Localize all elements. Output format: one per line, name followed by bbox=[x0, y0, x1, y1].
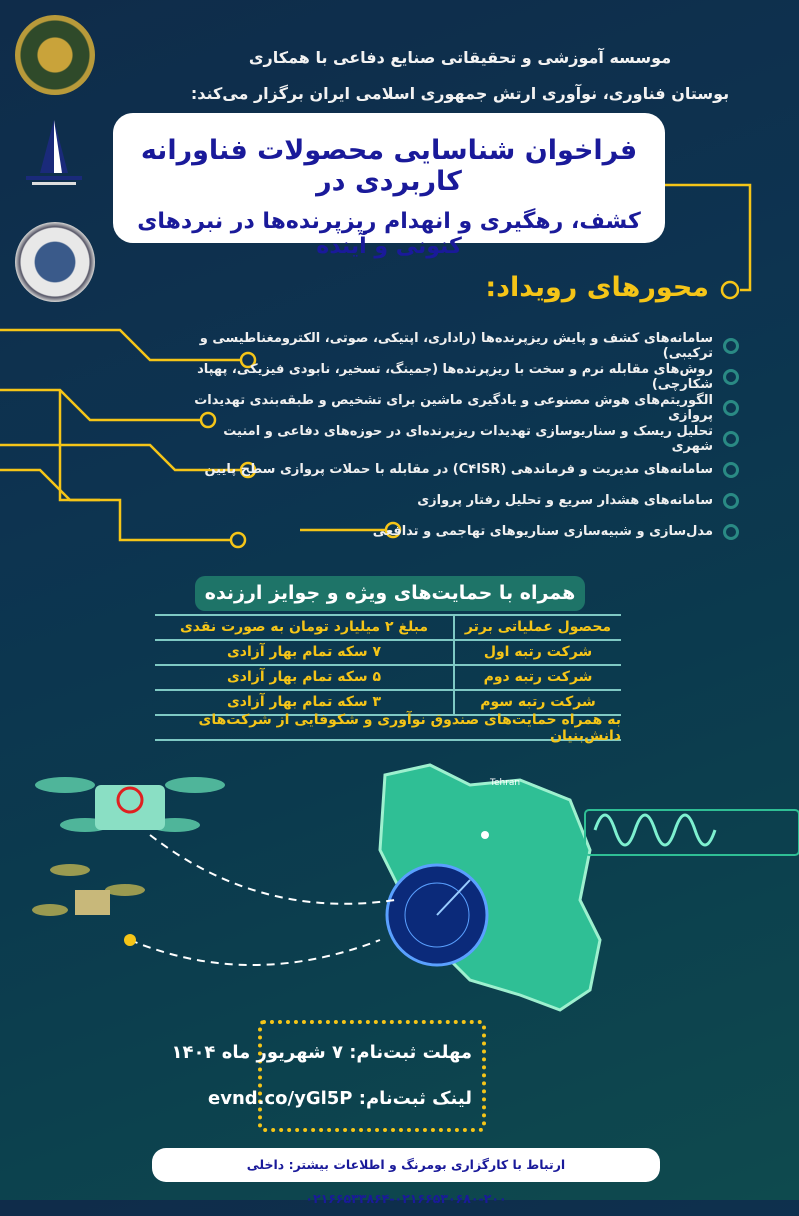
wave-icon bbox=[595, 815, 715, 845]
prize-cell: ۵ سکه تمام بهار آزادی bbox=[155, 666, 455, 689]
header-line-2: بوستان فناوری، نوآوری ارتش جمهوری اسلامی ایران برگزار می‌کند: bbox=[190, 84, 730, 103]
list-item bbox=[179, 392, 739, 423]
item-text: مدل‌سازی و شبیه‌سازی سناریوهای تهاجمی و تدافعی bbox=[372, 524, 713, 539]
bullet-icon bbox=[723, 431, 739, 447]
bullet-icon bbox=[723, 462, 739, 478]
item-text: سامانه‌های هشدار سریع و تحلیل رفتار پروازی bbox=[417, 493, 713, 508]
bullet-icon bbox=[723, 338, 739, 354]
item-text: سامانه‌های مدیریت و فرماندهی (C۴ISR) در مقابله با حملات پروازی سطح پایین bbox=[204, 462, 713, 477]
deadline-value: ۷ شهریور ماه ۱۴۰۴ bbox=[171, 1042, 343, 1063]
small-drone-icon bbox=[32, 864, 145, 916]
registration-box bbox=[171, 1020, 486, 1132]
registration-link[interactable]: evnd.co/yGl5P bbox=[208, 1088, 353, 1109]
drone-icon bbox=[35, 777, 225, 832]
table-row bbox=[155, 616, 621, 641]
bullet-icon bbox=[723, 493, 739, 509]
table-footer-row bbox=[155, 711, 621, 744]
list-item bbox=[179, 361, 739, 392]
prizes-title: همراه با حمایت‌های ویژه و جوایز ارزنده bbox=[195, 576, 585, 611]
list-item bbox=[179, 485, 739, 516]
bullet-icon bbox=[723, 369, 739, 385]
item-text: سامانه‌های کشف و پایش ریزپرنده‌ها (راداری، اپتیکی، صوتی، الکترومغناطیسی و ترکیبی) bbox=[199, 330, 713, 361]
deadline-label: مهلت ثبت‌نام: bbox=[349, 1042, 472, 1063]
item-text: الگوریتم‌های هوش مصنوعی و یادگیری ماشین برای تشخیص و طبقه‌بندی تهدیدات پروازی bbox=[194, 392, 713, 423]
link-label: لینک ثبت‌نام: bbox=[358, 1088, 472, 1109]
list-item bbox=[179, 516, 739, 547]
list-item bbox=[179, 423, 739, 454]
rank-cell: شرکت رتبه اول bbox=[483, 644, 593, 660]
prize-cell: ۷ سکه تمام بهار آزادی bbox=[155, 641, 455, 664]
title-line-2: کشف، رهگیری و انهدام ریزپرنده‌ها در نبردهای کنونی و آینده bbox=[137, 209, 641, 259]
prizes-table bbox=[155, 614, 621, 744]
footer-text: به همراه حمایت‌های صندوق نوآوری و شکوفایی از شرکت‌های دانش‌بنیان bbox=[198, 711, 621, 744]
bullet-icon bbox=[723, 400, 739, 416]
rank-cell: شرکت رتبه سوم bbox=[480, 694, 596, 710]
table-row bbox=[155, 641, 621, 666]
deadline-row bbox=[171, 1036, 472, 1082]
prize-cell: مبلغ ۲ میلیارد تومان به صورت نقدی bbox=[155, 616, 455, 639]
item-text: تحلیل ریسک و سناریوسازی تهدیدات ریزپرنده‌ای در حوزه‌های دفاعی و امنیت شهری bbox=[223, 423, 713, 454]
rank-cell: شرکت رتبه دوم bbox=[483, 669, 593, 685]
title-line-1: فراخوان شناسایی محصولات فناورانه کاربردی در bbox=[140, 135, 638, 197]
tehran-label: Tehran bbox=[490, 778, 521, 788]
rank-cell: محصول عملیاتی برتر bbox=[464, 619, 612, 635]
contact-bar: ارتباط با کارگزاری بومرنگ و اطلاعات بیشتر: داخلی ۲۰۰-۰۲۱۶۶۵۳۰۶۸۰-۰۲۱۶۶۵۳۳۸۶۴ bbox=[152, 1148, 660, 1182]
axes-list bbox=[179, 330, 739, 547]
item-text: روش‌های مقابله نرم و سخت با ریزپرنده‌ها (جمینگ، تسخیر، نابودی فیزیکی، پهپاد شکارچی) bbox=[197, 361, 713, 392]
list-item bbox=[179, 454, 739, 485]
header-line-1: موسسه آموزشی و تحقیقاتی صنایع دفاعی با همکاری bbox=[248, 48, 672, 67]
list-item bbox=[179, 330, 739, 361]
link-row bbox=[208, 1082, 472, 1128]
table-row bbox=[155, 666, 621, 691]
axes-heading: محورهای رویداد: bbox=[485, 272, 709, 303]
prize-cell: ۳ سکه تمام بهار آزادی bbox=[155, 691, 455, 714]
illustration bbox=[0, 740, 799, 1020]
bullet-icon bbox=[723, 524, 739, 540]
